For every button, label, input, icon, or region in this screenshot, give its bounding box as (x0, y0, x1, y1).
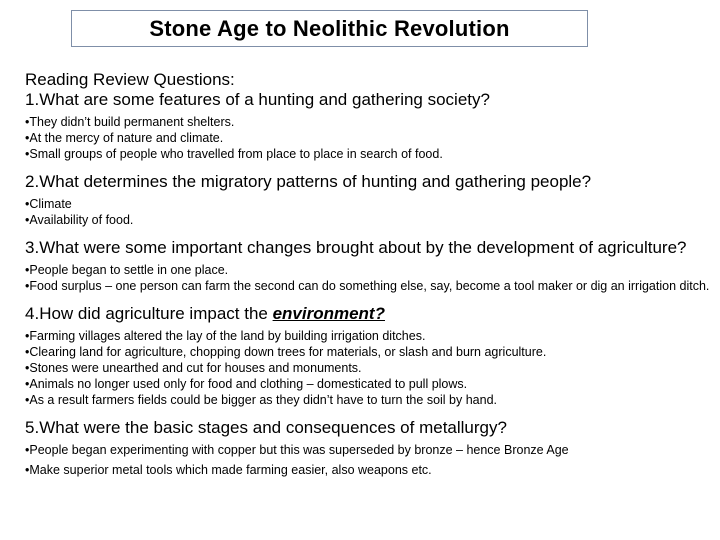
emphasis-word: environment? (272, 304, 385, 323)
review-heading: Reading Review Questions: (25, 70, 235, 89)
list-item: •Make superior metal tools which made farming easier, also weapons etc. (25, 463, 432, 477)
list-item: •They didn’t build permanent shelters. (25, 115, 235, 129)
question-text: 3.What were some important changes brought about by the development of agriculture? (25, 238, 687, 257)
question-2 (25, 172, 715, 228)
question-5 (25, 418, 715, 478)
list-item: •Availability of food. (25, 213, 134, 227)
answer-list (25, 114, 715, 162)
list-item: •Stones were unearthed and cut for houses and monuments. (25, 361, 362, 375)
question-1 (25, 90, 715, 162)
list-item: •Farming villages altered the lay of the land by building irrigation ditches. (25, 329, 426, 343)
content (25, 70, 715, 488)
answer-list (25, 262, 715, 294)
answer-list (25, 328, 715, 408)
question-text: 2.What determines the migratory patterns of hunting and gathering people? (25, 172, 592, 191)
list-item: •As a result farmers fields could be bigger as they didn’t have to turn the soil by hand. (25, 393, 497, 407)
question-text: 1.What are some features of a hunting and gathering society? (25, 90, 490, 109)
list-item: •Climate (25, 197, 72, 211)
page-title: Stone Age to Neolithic Revolution (149, 15, 510, 41)
list-item: •People began experimenting with copper but this was superseded by bronze – hence Bronze Age (25, 443, 569, 457)
answer-list (25, 196, 715, 228)
question-4 (25, 304, 715, 408)
list-item: •Food surplus – one person can farm the second can do something else, say, become a tool maker or dig an irrigation ditch. (25, 279, 710, 293)
list-item: •Small groups of people who travelled from place to place in search of food. (25, 147, 443, 161)
question-text: 5.What were the basic stages and consequences of metallurgy? (25, 418, 507, 437)
question-text: 4.How did agriculture impact the environment? (25, 304, 385, 323)
list-item: •At the mercy of nature and climate. (25, 131, 224, 145)
list-item: •People began to settle in one place. (25, 263, 229, 277)
question-3 (25, 238, 715, 294)
list-item: •Animals no longer used only for food and clothing – domesticated to pull plows. (25, 377, 468, 391)
answer-list (25, 442, 715, 478)
list-item: •Clearing land for agriculture, chopping down trees for materials, or slash and burn agriculture. (25, 345, 547, 359)
title-box (71, 10, 588, 47)
